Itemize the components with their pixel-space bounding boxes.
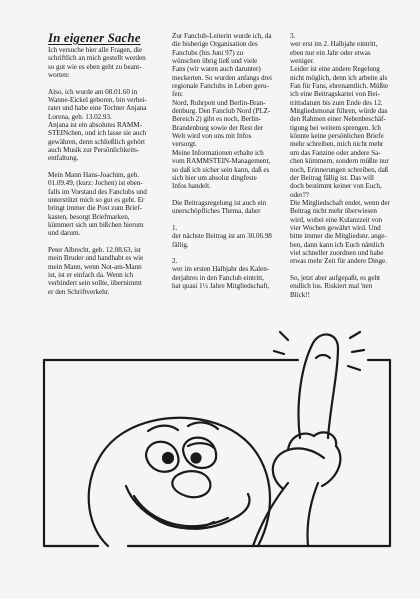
paragraph: 1. der nächste Beitrag ist am 30.06.98 fällig. xyxy=(172,223,272,249)
paragraph: Ich versuche hier alle Fragen, die schriftlich an mich gestellt werden so gut wie es eben geht zu beant- worten: xyxy=(48,46,146,80)
paragraph: Peter Albrecht, geb. 12.08.63, ist mein Bruder und handhabt es wie mein Mann, wenn Not-am-Mann ist, ist er einfach da. Wenn ich verhindert sein sollte, übernimmt er den Schriftverkehr. xyxy=(48,246,144,296)
paragraph: Also, ich wurde am 08.01.60 in Wanne-Eickel geboren, bin verhei- ratet und habe eine Tochter Anjana Lorena, geb. 13.02.93. Anjana ist ein absolutes RAMM- STEINchen, und ich lasse sie auch gewähren, denn schließlich gehört auch Musik zur Persönlichkeits- entfaltung. xyxy=(48,87,147,163)
paragraph: Zur Fanclub-Leiterin wurde ich, da die bisherige Organisation des Fanclubs (bis Juni 97) zu wünschen übrig ließ und viele Fans (wir waren auch darunter) meckerten. So wurden anfangs drei regionale Fanclubs in Leben geru- fen: Nord, Ruhrpott und Berlin-Bran- denburg. Den Fanclub Nord (PLZ- Bereich 2) gibt es noch, Berlin- Brandenburg sowie der Rest der Welt wird von uns mit Infos versorgt. Meine Informationen erhalte ich vom RAMMSTEIN-Management, so daß ich sicher sein kann, daß es sich hier um absolut dingfeste Infos handelt. xyxy=(172,32,272,191)
paragraph: So, jetzt aber aufgepaßt, es geht endlich los. Riskiert mal 'nen Blick!! xyxy=(290,273,380,299)
text-column-2 xyxy=(172,32,282,299)
cartoon-pointing-character-drawing xyxy=(38,318,398,553)
paragraph: 3. wer erst im 2. Halbjahr eintritt, eben nur ein Jahr oder etwas weniger. Leider ist eine andere Regelung nicht möglich, denn ich arbeite als Fan für Fans, ehrenamtlich. Müßte ich eine Beitragskartei von Bei- trittsdatum bis zum Ende des 12. Mitgliedsmonat führen, würde das den Rahmen einer Nebenbeschäf- tigung bei weitem sprengen. Ich könnte keine persönlichen Briefe mehr schreiben, mich nicht mehr um das Fanzine oder andere Sa- chen kümmern, sondern müßte nur noch, Erinnerungen schreiben, daß der Beitrag fällig ist. Das will doch bestimmt keiner von Euch, oder?? Die Mitgliedschaft endet, wenn der Beitrag nicht mehr überwiesen wird, wobei eine Kulanzzeit von vier Wochen gewährt wird. Und bitte immer die Mitgliedsnr. ange- ben, dann kann ich Euch nämlich viel schneller zuordnen und habe etwas mehr Zeit für andere Dinge. xyxy=(290,32,390,266)
article-title: In eigener Sache xyxy=(48,30,141,45)
cartoon-illustration xyxy=(38,318,398,553)
text-column-1 xyxy=(48,46,160,304)
paragraph: Mein Mann Hans-Joachim, geb. 01.09.49, (kurz: Jochen) ist eben- falls im Vorstand des Fanclubs und unterstützt mich so gut es geht. Er bringt immer die Post zum Brief- kasten, besorgt Briefmarken, kümmert sich um bißchen hierum und darum. xyxy=(48,171,147,238)
paragraph: 2. wer im ersten Halbjahr des Kalen- derjahres in den Fanclub eintritt, hat quasi 1½ Jahre Mitgliedschaft, xyxy=(172,257,270,291)
paragraph: Die Beitragsregelung ist auch ein unerschöpfliches Thema, daher xyxy=(172,198,267,216)
text-column-3 xyxy=(290,32,402,307)
